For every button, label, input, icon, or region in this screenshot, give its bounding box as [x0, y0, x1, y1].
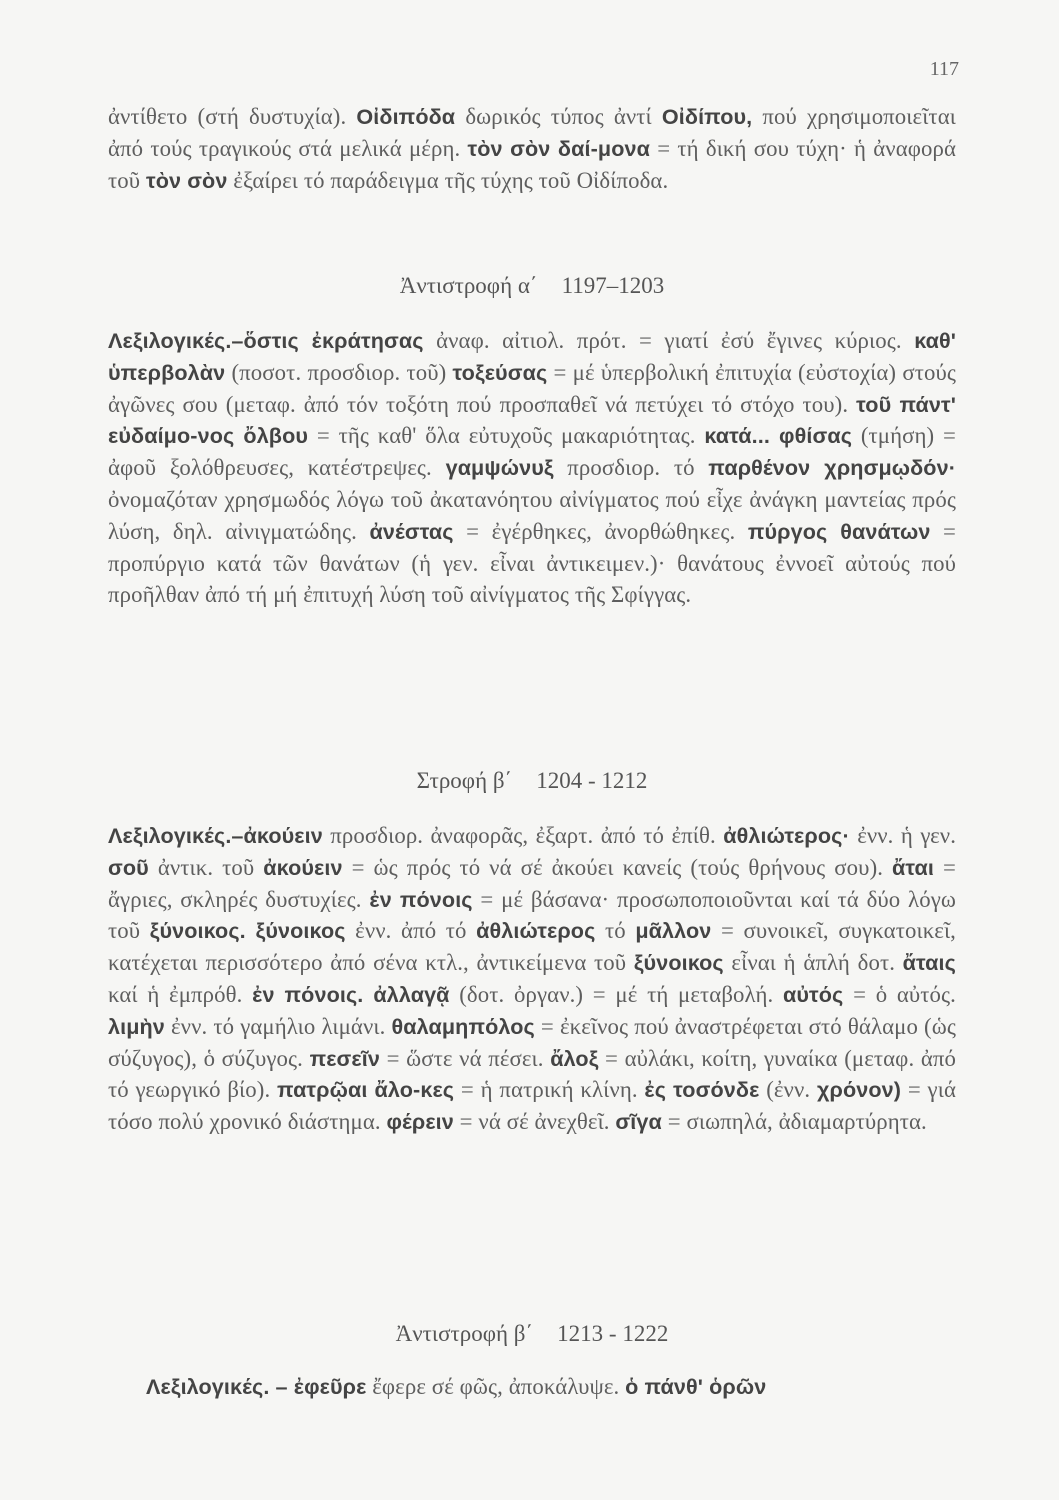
- lemma-term: Οἰδίπου,: [661, 104, 753, 129]
- lemma-term: ξύνοικος: [633, 950, 724, 976]
- gloss-text: (ἐνν.: [759, 1077, 817, 1103]
- gloss-text: (δοτ. ὀργαν.) = μέ τή μεταβολή.: [449, 981, 783, 1007]
- gloss-text: = ἐκεῖνος πού ἀναστρέφεται στό θάλαμο (ὡς σύζυγος), ὁ σύζυγος.: [108, 1013, 956, 1071]
- gloss-text: ὀνομαζόταν χρησμωδός λόγω τοῦ ἀκατανόητου αἰνίγματος πού εἶχε ἀνάγκη μαντείας πρός λύση, δηλ. αἰνιγματώδης.: [108, 486, 956, 544]
- section-heading-strophe-b: [108, 768, 956, 794]
- gloss-text: ἐνν. ἀπό τό: [345, 918, 477, 944]
- lemma-term: πατρῷαι ἄλο-κες: [277, 1077, 455, 1103]
- heading-line-range: 1197–1203: [561, 273, 665, 298]
- gloss-text: ἔφερε σέ φῶς, ἀποκάλυψε.: [366, 1374, 626, 1399]
- lemma-term: ἐν πόνοις. ἀλλαγᾷ: [252, 981, 450, 1007]
- lemma-term: τὸν σὸν: [145, 167, 228, 193]
- gloss-text: τό: [595, 918, 636, 944]
- lemma-term: Λεξιλογικές. – ἐφεῦρε: [146, 1374, 367, 1399]
- gloss-text: = ὡς πρός τό νά σέ ἀκούει κανείς (τούς θρήνους σου).: [342, 854, 893, 880]
- gloss-text: = τῆς καθ' ὅλα εὐτυχοῦς μακαριότητας.: [308, 423, 705, 449]
- heading-line-range: 1213 - 1222: [557, 1321, 669, 1346]
- gloss-text: ἀντίθετο (στή δυστυχία).: [108, 104, 357, 129]
- lemma-term: καθ' ὑπερβολὰν: [108, 328, 956, 385]
- lemma-term: κατά... φθίσας: [704, 423, 853, 449]
- lemma-term: ἄται: [892, 854, 935, 880]
- gloss-text: προσδιορ. ἀναφορᾶς, ἐξαρτ. ἀπό τό ἐπίθ.: [322, 823, 724, 848]
- lemma-term: ἀνέστας: [369, 518, 454, 544]
- paragraph-lexicon-3: [146, 1371, 956, 1403]
- gloss-text: ἐνν. ἡ γεν.: [849, 823, 957, 848]
- gloss-text: = μέ ὑπερβολική ἐπιτυχία (εὐστοχία) στούς ἀγῶνες σου (μεταφ. ἀπό τόν τοξότη πού προσπαθεῖ νά πετύχει τό στόχο του).: [108, 359, 956, 417]
- gloss-text: ἐνν. τό γαμήλιο λιμάνι.: [164, 1013, 392, 1039]
- lemma-term: ἀθλιώτερος: [476, 918, 596, 944]
- lemma-term: ἄλοξ: [550, 1045, 599, 1071]
- lemma-term: γαμψώνυξ: [445, 455, 554, 481]
- gloss-text: (τμήση) = ἀφοῦ ξολόθρευσες, κατέστρεψες.: [108, 423, 956, 481]
- gloss-text: = σιωπηλά, ἀδιαμαρτύρητα.: [661, 1109, 927, 1135]
- gloss-text: = ὁ αὐτός.: [843, 981, 956, 1007]
- lemma-term: λιμὴν: [108, 1013, 165, 1039]
- lemma-term: τοξεύσας: [452, 359, 548, 385]
- gloss-text: = ἡ πατρική κλίνη.: [454, 1077, 645, 1103]
- heading-label: Στροφή β΄: [416, 768, 513, 793]
- gloss-text: πού χρησιμοποιεῖται ἀπό τούς τραγικούς στά μελικά μέρη.: [108, 104, 956, 161]
- lemma-term: ἐν πόνοις: [369, 886, 473, 912]
- paragraph-intro: [108, 101, 956, 196]
- gloss-text: ἐξαίρει τό παράδειγμα τῆς τύχης τοῦ Οἰδίποδα.: [227, 167, 669, 193]
- section-heading-antistrophe-b: [108, 1321, 956, 1347]
- lemma-term: χρόνον): [816, 1077, 902, 1103]
- gloss-text: = ἄγριες, σκληρές δυστυχίες.: [108, 854, 956, 912]
- lemma-term: ἀθλιώτερος·: [723, 823, 850, 848]
- heading-line-range: 1204 - 1212: [536, 768, 648, 793]
- gloss-text: εἶναι ἡ ἁπλή δοτ.: [723, 950, 903, 976]
- lemma-term: μᾶλλον: [635, 918, 712, 944]
- lemma-term: παρθένον χρησμῳδόν·: [708, 455, 956, 481]
- gloss-text: (ποσοτ. προσδιορ. τοῦ): [225, 359, 453, 385]
- lemma-term: σοῦ: [108, 854, 149, 880]
- page-number: 117: [929, 58, 959, 80]
- lemma-term: Λεξιλογικές.–ἀκούειν: [108, 823, 323, 848]
- gloss-text: = αὐλάκι, κοίτη, γυναίκα (μεταφ. ἀπό τό γεωργικό βίο).: [108, 1045, 956, 1103]
- lemma-term: φέρειν: [386, 1109, 454, 1135]
- paragraph-lexicon-2: [108, 820, 956, 1138]
- lemma-term: πύργος θανάτων: [747, 518, 931, 544]
- lemma-term: ὁ πάνθ' ὁρῶν: [625, 1374, 767, 1399]
- gloss-text: = ἐγέρθηκες, ἀνορθώθηκες.: [453, 518, 748, 544]
- gloss-text: = ὥστε νά πέσει.: [380, 1045, 551, 1071]
- gloss-text: ἀντικ. τοῦ: [148, 854, 264, 880]
- gloss-text: = γιά τόσο πολύ χρονικό διάστημα.: [108, 1077, 956, 1135]
- lemma-term: τοῦ πάντ' εὐδαίμο-νος ὄλβου: [108, 391, 956, 449]
- paragraph-lexicon-1: [108, 325, 956, 611]
- lemma-term: ἀκούειν: [263, 854, 343, 880]
- gloss-text: δωρικός τύπος ἀντί: [455, 104, 662, 129]
- gloss-text: = προπύργιο κατά τῶν θανάτων (ἡ γεν. εἶναι ἀντικειμεν.)· θανάτους ἐννοεῖ αὐτούς πού προῆλθαν ἀπό τή μή ἐπιτυχή λύση τοῦ αἰνίγματος τῆς Σφίγγας.: [108, 518, 956, 608]
- lemma-term: σῖγα: [615, 1109, 662, 1135]
- lemma-term: ἐς τοσόνδε: [644, 1077, 760, 1103]
- lemma-term: πεσεῖν: [309, 1045, 380, 1071]
- gloss-text: = συνοικεῖ, συγκατοικεῖ, κατέχεται περισσότερο ἀπό σένα κτλ., ἀντικείμενα τοῦ: [108, 918, 956, 976]
- lemma-term: τὸν σὸν δαί-μονα: [467, 135, 650, 161]
- gloss-text: προσδιορ. τό: [553, 455, 709, 481]
- section-heading-antistrophe-a: [108, 273, 956, 299]
- lemma-term: ἄταις: [902, 950, 956, 976]
- lemma-term: αὐτός: [782, 981, 844, 1007]
- heading-label: Ἀντιστροφή α΄: [399, 273, 538, 298]
- gloss-text: = νά σέ ἀνεχθεῖ.: [453, 1109, 616, 1135]
- gloss-text: καί ἡ ἐμπρόθ.: [108, 981, 253, 1007]
- lemma-term: Λεξιλογικές.–ὅστις ἐκράτησας: [108, 328, 424, 353]
- gloss-text: ἀναφ. αἰτιολ. πρότ. = γιατί ἐσύ ἔγινες κύριος.: [423, 328, 915, 353]
- lemma-term: θαλαμηπόλος: [391, 1013, 535, 1039]
- lemma-term: ξύνοικος. ξύνοικος: [149, 918, 346, 944]
- lemma-term: Οἰδιπόδα: [356, 104, 456, 129]
- heading-label: Ἀντιστροφή β΄: [395, 1321, 534, 1346]
- gloss-text: = τή δική σου τύχη· ἡ ἀναφορά τοῦ: [108, 135, 957, 193]
- gloss-text: = μέ βάσανα· προσωποποιοῦνται καί τά δύο λόγω τοῦ: [108, 886, 956, 944]
